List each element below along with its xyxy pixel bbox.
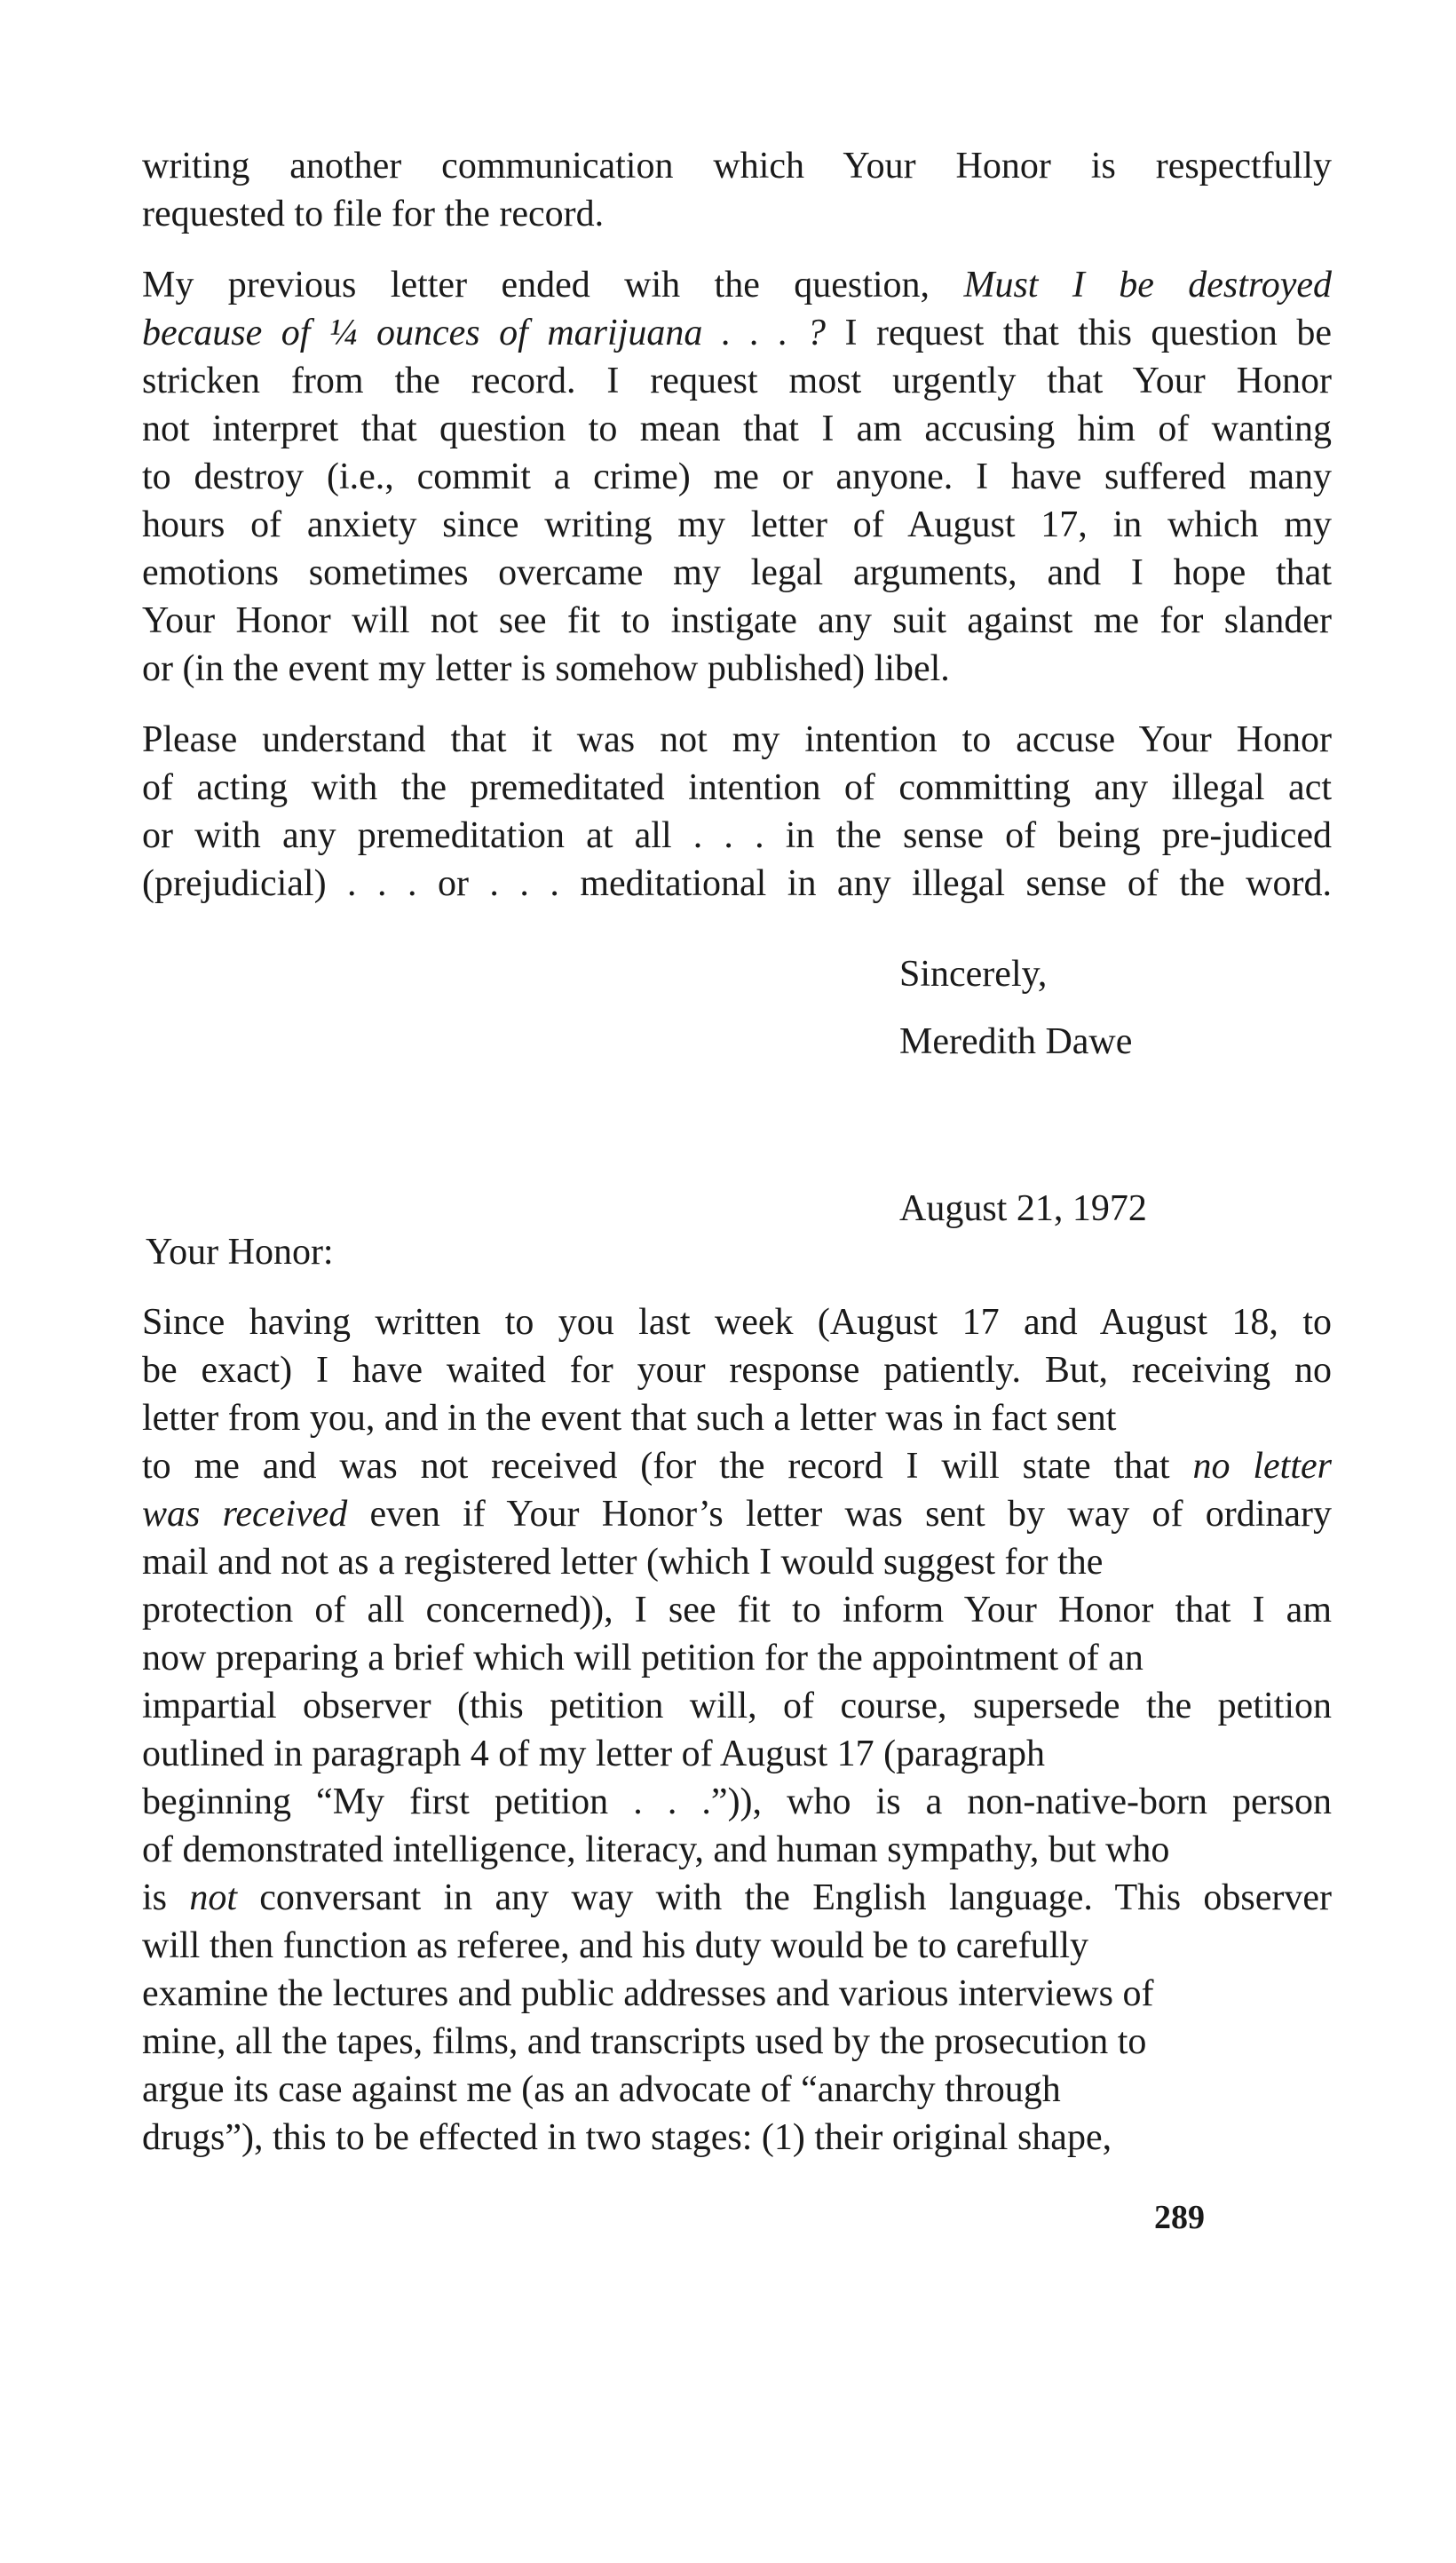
letter-date: August 21, 1972	[899, 1188, 1147, 1229]
text-line: impartial observer (this petition will, of course, supersede the petition	[142, 1686, 1332, 1726]
text-line: emotions sometimes overcame my legal arguments, and I hope that	[142, 552, 1332, 593]
italic-question: because of ¼ ounces of marijuana . . . ?	[142, 313, 826, 353]
text-line: of acting with the premeditated intention of committing any illegal act	[142, 767, 1332, 808]
text-line: letter from you, and in the event that such a letter was in fact sent	[142, 1398, 1117, 1439]
text-line: or with any premeditation at all . . . in the sense of being pre-judiced	[142, 815, 1332, 856]
valediction: Sincerely,	[899, 954, 1048, 995]
text-line: (prejudicial) . . . or . . . meditational in any illegal sense of the word.	[142, 863, 1332, 904]
text-line: or (in the event my letter is somehow published) libel.	[142, 648, 950, 689]
text-line: argue its case against me (as an advocate of “anarchy through	[142, 2069, 1061, 2110]
text-line: requested to file for the record.	[142, 194, 605, 234]
text-line: to me and was not received (for the record I will state that no letter	[142, 1446, 1332, 1487]
text-line: hours of anxiety since writing my letter of August 17, in which my	[142, 504, 1332, 545]
text-line: mail and not as a registered letter (which I would suggest for the	[142, 1542, 1104, 1583]
text-line: protection of all concerned)), I see fit to inform Your Honor that I am	[142, 1590, 1332, 1631]
text-line: of demonstrated intelligence, literacy, and human sympathy, but who	[142, 1829, 1170, 1870]
text-line: beginning “My first petition . . .”)), who is a non-native-born person	[142, 1781, 1332, 1822]
text-line: to destroy (i.e., commit a crime) me or anyone. I have suffered many	[142, 456, 1332, 497]
letter-body	[142, 1298, 1332, 2162]
text-line: is not conversant in any way with the English language. This observer	[142, 1877, 1332, 1918]
text-line: because of ¼ ounces of marijuana . . . ? I request that this question be	[142, 313, 1333, 353]
italic-phrase: was received	[142, 1494, 348, 1535]
text-line: be exact) I have waited for your response patiently. But, receiving no	[142, 1350, 1332, 1391]
text-line: Please understand that it was not my intention to accuse Your Honor	[142, 719, 1332, 760]
text-line: not interpret that question to mean that I am accusing him of wanting	[142, 409, 1332, 449]
page-number: 289	[1154, 2199, 1205, 2236]
text-line: will then function as referee, and his duty would be to carefully	[142, 1925, 1088, 1966]
text-line: My previous letter ended wih the question, Must I be destroyed	[142, 265, 1332, 305]
text-line: drugs”), this to be effected in two stages: (1) their original shape,	[142, 2117, 1112, 2158]
salutation: Your Honor:	[146, 1232, 334, 1273]
text-line: stricken from the record. I request most urgently that Your Honor	[142, 361, 1332, 401]
text-line: mine, all the tapes, films, and transcripts used by the prosecution to	[142, 2021, 1147, 2062]
italic-question: Must I be destroyed	[963, 265, 1332, 305]
italic-phrase: no letter	[1192, 1446, 1332, 1487]
letter-continuation	[142, 142, 1332, 908]
text-line: outlined in paragraph 4 of my letter of August 17 (paragraph	[142, 1734, 1046, 1774]
text-line: now preparing a brief which will petition for the appointment of an	[142, 1638, 1143, 1678]
text-line: was received even if Your Honor’s letter was sent by way of ordinary	[142, 1494, 1332, 1535]
text-line: Your Honor will not see fit to instigate any suit against me for slander	[142, 600, 1332, 641]
text-line: writing another communication which Your Honor is respectfully	[142, 146, 1332, 186]
italic-phrase: not	[189, 1877, 237, 1918]
text-line: Since having written to you last week (August 17 and August 18, to	[142, 1302, 1332, 1343]
text-line: examine the lectures and public addresses and various interviews of	[142, 1973, 1154, 2014]
signature: Meredith Dawe	[899, 1021, 1133, 1062]
